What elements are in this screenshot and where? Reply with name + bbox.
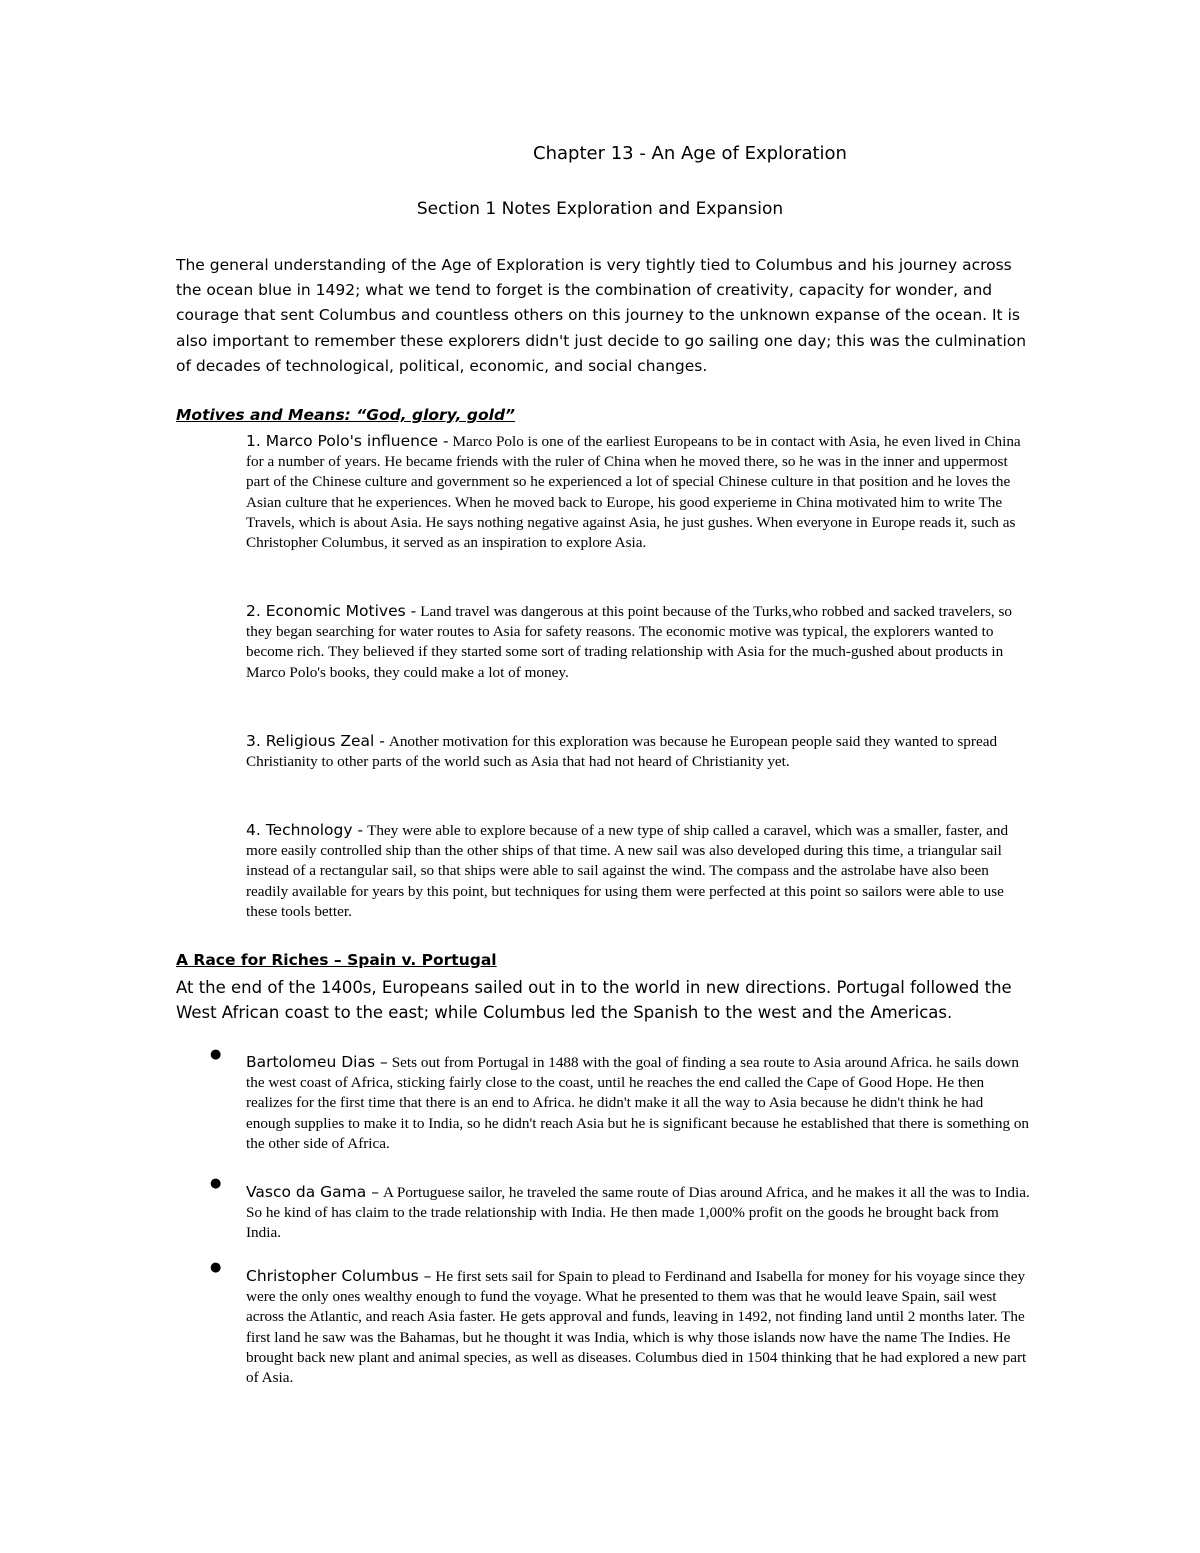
explorer-item-columbus — [246, 1266, 1031, 1388]
intro-paragraph: The general understanding of the Age of Exploration is very tightly tied to Columbus and his journey across the ocean blue in 1492; what we tend to forget is the combination of creativity, capacity for wonder, and courage that sent Columbus and countless others on this journey to the unknown expanse of the ocean. It is also important to remember these explorers didn't just decide to go sailing one day; this was the culmination of decades of technological, political, economic, and social changes. — [176, 256, 1027, 375]
explorer-item-da-gama — [246, 1182, 1031, 1244]
motive-label: 4. Technology - — [246, 821, 364, 839]
explorer-text: A Portuguese sailor, he traveled the same route of Dias around Africa, and he makes it all the was to India. So he kind of has claim to the trade relationship with India. He then made 1,000% profit on the goods he brought back from India. — [246, 1184, 1030, 1242]
bullet-icon: ● — [210, 1260, 222, 1275]
motive-label: 3. Religious Zeal - — [246, 732, 385, 750]
motive-label: 2. Economic Motives - — [246, 602, 417, 620]
explorer-label: Vasco da Gama – — [246, 1183, 379, 1201]
motive-text: Land travel was dangerous at this point because of the Turks,who robbed and sacked travelers, so they began searching for water routes to Asia for safety reasons. The economic motive was typical, the explorers wanted to become rich. They believed if they started some sort of trading relationship with Asia for the much-gushed about products in Marco Polo's books, they could make a lot of money. — [246, 603, 1012, 681]
section-subtitle — [0, 199, 1200, 219]
motive-item-religious — [246, 731, 1031, 772]
motives-heading: Motives and Means: “God, glory, gold” — [176, 406, 516, 424]
document-title: Chapter 13 - An Age of Exploration — [533, 143, 847, 164]
motive-item-economic — [246, 601, 1031, 683]
motive-label: 1. Marco Polo's influence - — [246, 432, 449, 450]
motive-text: They were able to explore because of a new type of ship called a caravel, which was a smaller, faster, and more easily controlled ship than the other ships of that time. A new sail was also developed during this time, a triangular sail instead of a rectangular sail, so that ships were able to sail against the wind. The compass and the astrolabe have also been readily available for years by this point, but techniques for using them were perfected at this point so sailors were able to use these tools better. — [246, 822, 1009, 920]
section-subtitle-text: Section 1 Notes Exploration and Expansion — [416, 199, 784, 219]
explorer-text: He first sets sail for Spain to plead to Ferdinand and Isabella for money for his voyage since they were the only ones wealthy enough to fund the voyage. What he presented to them was that he would leave Spain, sail west across the Atlantic, and reach Asia faster. He gets approval and funds, leaving in 1492, not finding land until 2 months later. The first land he saw was the Bahamas, but he thought it was India, which is why those islands now have the name The Indies. He brought back new plant and animal species, as well as diseases. Columbus died in 1504 thinking that he had explored a new part of Asia. — [246, 1268, 1027, 1387]
bullet-icon: ● — [210, 1047, 222, 1062]
motive-text: Marco Polo is one of the earliest Europeans to be in contact with Asia, he even lived in China for a number of years. He became friends with the ruler of China when he moved there, so he was in the inner and uppermost part of the Chinese culture and government so he experienced a lot of special Chinese culture in that position and he loves the Asian culture that he experiences. When he moved back to Europe, his good experieme in China motivated him to write The Travels, which is about Asia. He says nothing negative against Asia, he just gushes. When everyone in Europe reads it, such as Christopher Columbus, it served as an inspiration to explore Asia. — [246, 433, 1021, 552]
explorer-label: Christopher Columbus – — [246, 1267, 432, 1285]
motive-item-technology — [246, 820, 1031, 922]
explorer-label: Bartolomeu Dias – — [246, 1053, 388, 1071]
bullet-icon: ● — [210, 1176, 222, 1191]
explorer-item-dias — [246, 1052, 1031, 1154]
explorer-text: Sets out from Portugal in 1488 with the goal of finding a sea route to Asia around Africa. he sails down the west coast of Africa, sticking fairly close to the coast, until he reaches the end called the Cape of Good Hope. He then realizes for the first time that there is an end to Africa. he didn't make it all the way to Asia because he didn't think he had enough supplies to make it to India, so he didn't reach Asia but he is significant because he established that there is something on the other side of Africa. — [246, 1054, 1030, 1152]
race-heading: A Race for Riches – Spain v. Portugal — [176, 951, 497, 969]
race-paragraph: At the end of the 1400s, Europeans sailed out in to the world in new directions. Portugal followed the West African coast to the east; while Columbus led the Spanish to the west and the Americas. — [176, 978, 1012, 1022]
motive-text: Another motivation for this exploration was because he European people said they wanted to spread Christianity to other parts of the world such as Asia that had not heard of Christianity yet. — [246, 733, 998, 771]
motive-item-marco-polo — [246, 431, 1031, 553]
